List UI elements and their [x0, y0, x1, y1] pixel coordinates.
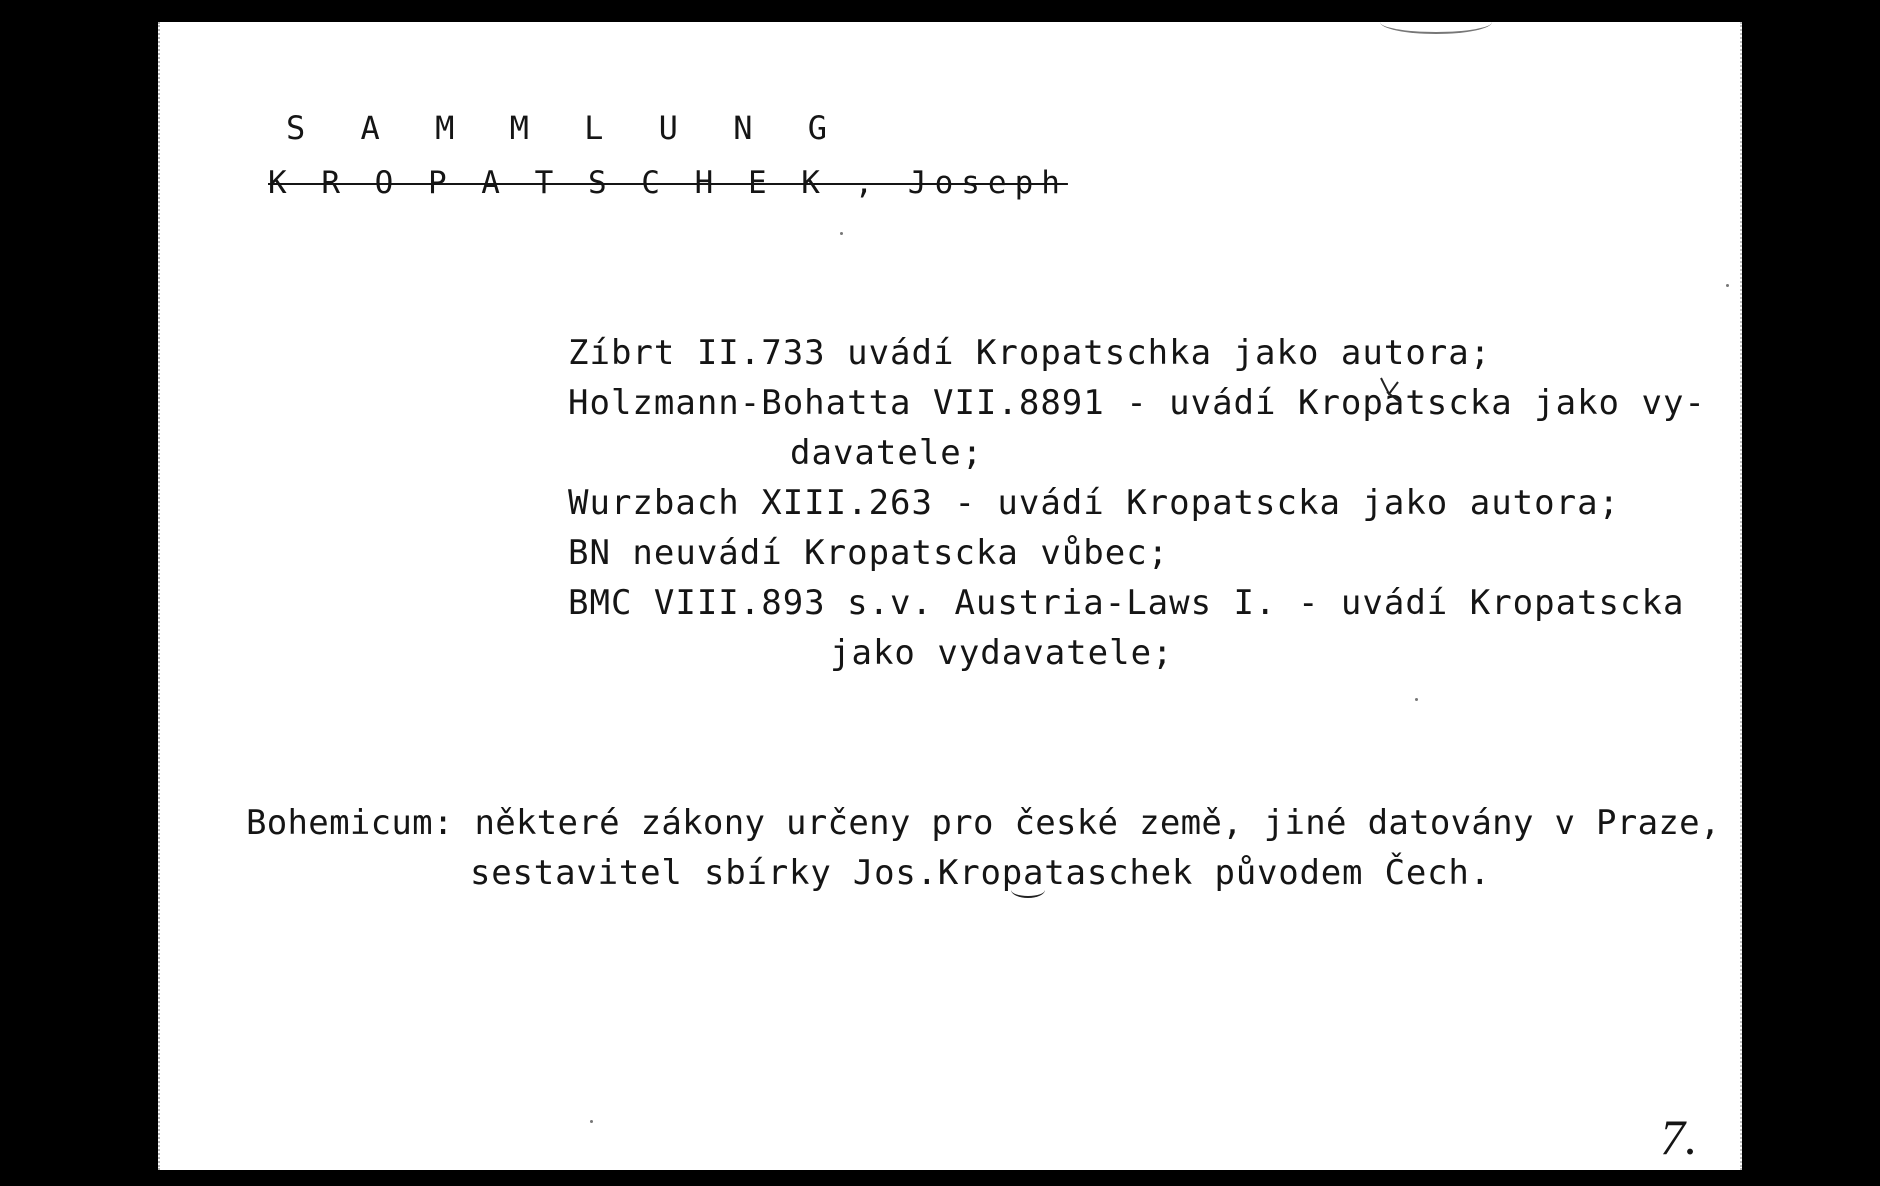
scan-speck — [590, 1120, 593, 1123]
crossed-out-author-name: K R O P A T S C H E K , Joseph — [268, 165, 1068, 201]
bohemicum-note-line-1: Bohemicum: některé zákony určeny pro české země, jiné datovány v Praze, — [246, 803, 1721, 843]
page-number: 7. — [1660, 1109, 1698, 1165]
collection-title: S A M M L U N G — [286, 109, 845, 147]
catalog-card — [158, 22, 1742, 1170]
reference-line-5: BN neuvádí Kropatscka vůbec; — [568, 533, 1170, 573]
scan-speck — [840, 232, 843, 235]
reference-line-6: BMC VIII.893 s.v. Austria-Laws I. - uvádí Kropatscka — [568, 583, 1685, 623]
reference-line-3: davatele; — [790, 433, 984, 473]
reference-line-1: Zíbrt II.733 uvádí Kropatschka jako autora; — [568, 333, 1492, 373]
handwritten-insertion-mark-icon — [1374, 374, 1408, 408]
reference-line-7: jako vydavatele; — [830, 633, 1174, 673]
bohemicum-note-line-2: sestavitel sbírky Jos.Kropataschek původem Čech. — [470, 853, 1491, 893]
scan-edge-right — [1740, 22, 1742, 1170]
reference-line-2: Holzmann-Bohatta VII.8891 - uvádí Kropatscka jako vy- — [568, 383, 1706, 423]
handwritten-correction-arc-icon — [1011, 882, 1045, 898]
reference-line-4: Wurzbach XIII.263 - uvádí Kropatscka jako autora; — [568, 483, 1621, 523]
top-edge-smudge — [1380, 22, 1492, 34]
scan-edge-left — [158, 22, 160, 1170]
scan-speck — [1415, 698, 1418, 701]
scan-speck — [1726, 284, 1729, 287]
